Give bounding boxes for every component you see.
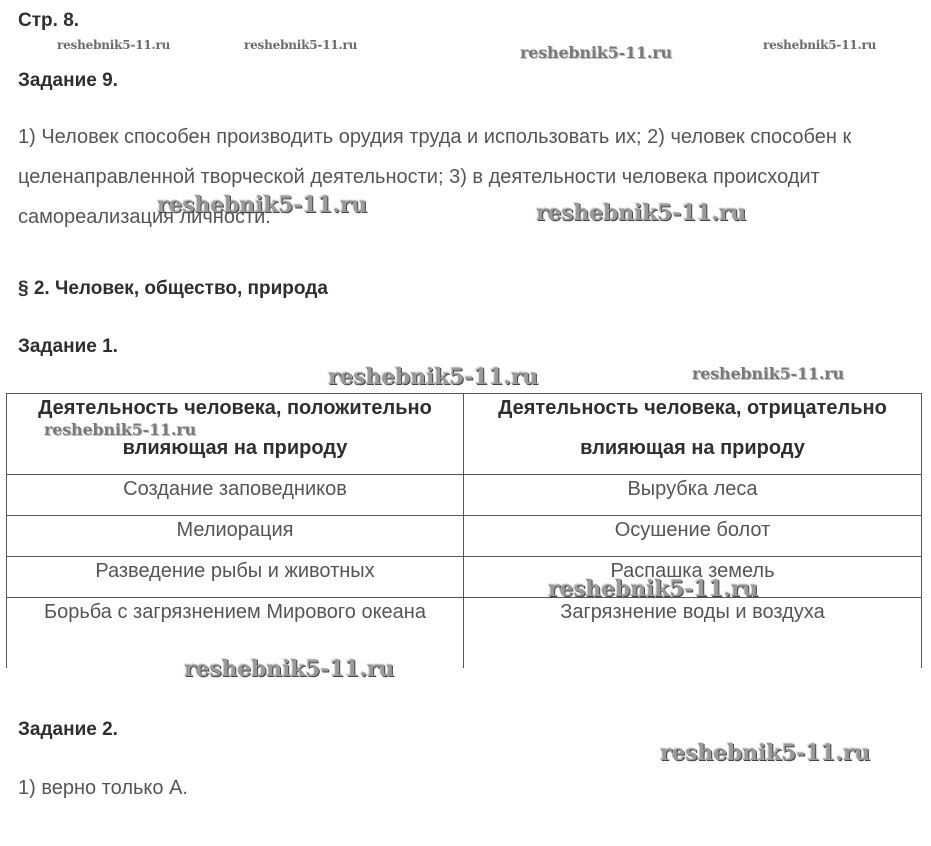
watermark: reshebnik5-11.ru xyxy=(548,576,759,602)
watermark: reshebnik5-11.ru xyxy=(157,192,368,218)
watermark: reshebnik5-11.ru xyxy=(520,43,672,62)
task1-title: Задание 1. xyxy=(18,336,118,357)
task2-answer-text: 1) верно только А. xyxy=(18,777,188,799)
watermark: reshebnik5-11.ru xyxy=(536,200,747,226)
table-cell-positive: Мелиорация xyxy=(7,516,464,557)
task9-title: Задание 9. xyxy=(18,70,118,91)
page-label: Стр. 8. xyxy=(18,10,80,31)
section2-title: § 2. Человек, общество, природа xyxy=(18,278,328,299)
header-negative: Деятельность человека, отрицательно влияющая на природу xyxy=(464,394,922,475)
watermark: reshebnik5-11.ru xyxy=(244,38,358,52)
table-cell-positive: Борьба с загрязнением Мирового океана xyxy=(7,598,464,669)
table-cell-negative: Вырубка леса xyxy=(464,475,922,516)
task9-answer-text: 1) Человек способен производить орудия труда и использовать их; 2) человек способен к целенаправленной творческой деятельности; 3) в деятельности человека происходит самореализация личности. xyxy=(18,126,852,228)
watermark: reshebnik5-11.ru xyxy=(328,364,539,390)
watermark: reshebnik5-11.ru xyxy=(44,420,196,439)
watermark: reshebnik5-11.ru xyxy=(763,38,877,52)
task2-title: Задание 2. xyxy=(18,719,118,740)
table-cell-negative: Распашка земель xyxy=(464,557,922,598)
table-cell-negative: Осушение болот xyxy=(464,516,922,557)
header-positive: Деятельность человека, положительно влияющая на природу xyxy=(7,394,464,475)
table-row xyxy=(7,598,922,669)
watermark: reshebnik5-11.ru xyxy=(184,656,395,682)
table-cell-positive: Создание заповедников xyxy=(7,475,464,516)
watermark: reshebnik5-11.ru xyxy=(660,740,871,766)
table-cell-negative: Загрязнение воды и воздуха xyxy=(464,598,922,669)
watermark: reshebnik5-11.ru xyxy=(57,38,171,52)
table-cell-positive: Разведение рыбы и животных xyxy=(7,557,464,598)
watermark: reshebnik5-11.ru xyxy=(692,364,844,383)
